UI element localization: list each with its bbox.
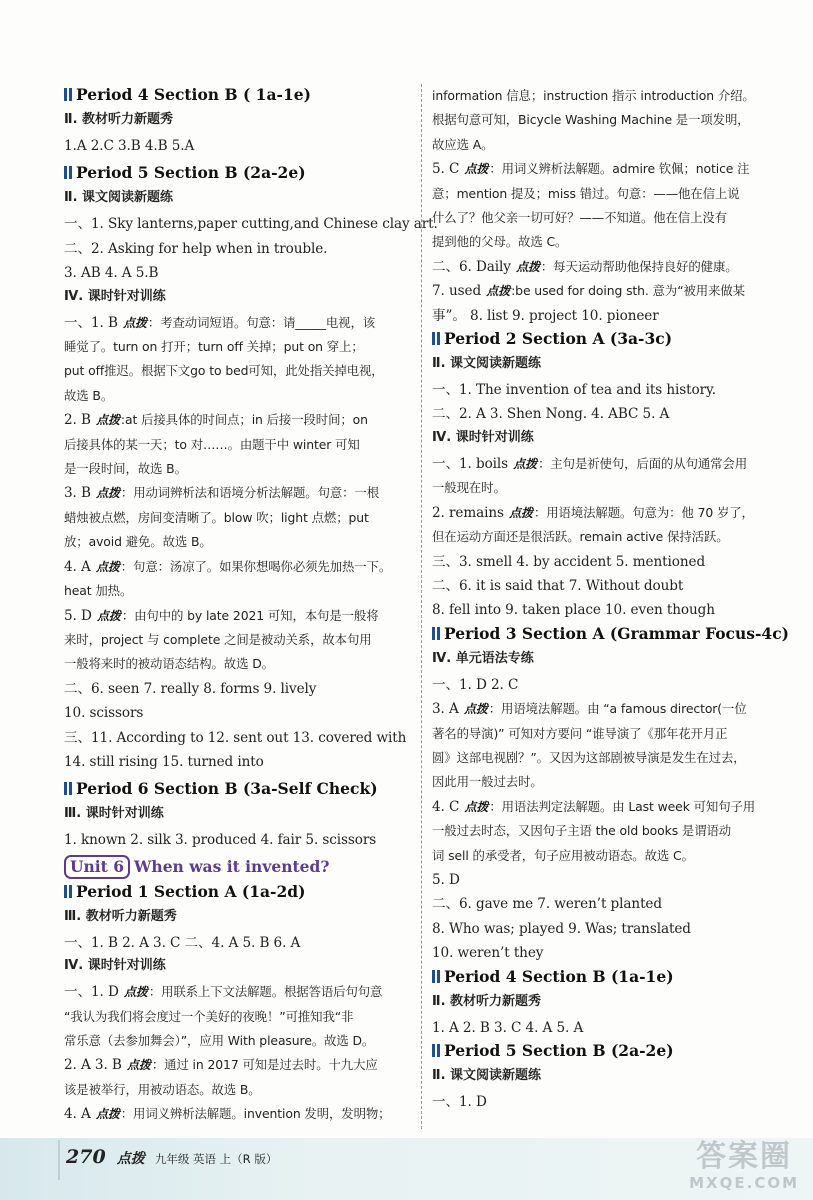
answer-text: 事”。 8. list 9. project 10. pioneer xyxy=(432,307,659,324)
answer-text: 来时，project 与 complete 之间是被动关系，故本句用 xyxy=(64,631,372,647)
answer-text: ：用联系上下文法解题。根据答语后句句意 xyxy=(148,984,383,1000)
section-marker-icon xyxy=(432,332,441,345)
answer-text: 二、6. it is said that 7. Without doubt xyxy=(432,577,684,594)
answer-line xyxy=(64,1053,416,1077)
answer-text: 7. used xyxy=(432,283,486,300)
hint-label: 点拨 xyxy=(127,1058,151,1073)
answer-text: 2. B xyxy=(64,412,96,429)
unit-title-text: When was it invented? xyxy=(134,856,330,876)
answer-line xyxy=(432,230,784,254)
answer-text: 14. still rising 15. turned into xyxy=(64,753,264,770)
book-title: 九年级 英语 上（R 版） xyxy=(154,1152,278,1166)
period-heading-text: Period 2 Section A (3a-3c) xyxy=(444,329,673,349)
answer-line xyxy=(432,452,784,476)
answer-line xyxy=(64,980,416,1004)
answer-line xyxy=(432,378,784,402)
answer-text: 三、11. According to 12. sent out 13. covered with xyxy=(64,729,407,746)
answer-line xyxy=(432,1016,784,1040)
period-heading-text: Period 4 Section B (1a-1e) xyxy=(444,966,674,986)
answer-text: 4. C xyxy=(432,798,464,815)
answer-line xyxy=(432,525,784,549)
hint-label: 点拨 xyxy=(509,505,533,520)
section-marker-icon xyxy=(432,627,441,640)
answer-line xyxy=(432,133,784,157)
hint-label: 点拨 xyxy=(96,413,120,428)
answer-text: 5. D xyxy=(432,871,460,888)
answer-text: 10. weren’t they xyxy=(432,945,544,962)
answer-line xyxy=(432,917,784,941)
answer-text: 2. remains xyxy=(432,504,509,521)
answer-line xyxy=(64,555,416,579)
answer-line xyxy=(432,574,784,598)
period-heading xyxy=(432,1040,784,1062)
exercise-heading: Ⅳ. 课时针对训练 xyxy=(64,958,166,974)
answer-text: 5. C xyxy=(432,161,464,178)
answer-text: ：用动词辨析法和语境分析法解题。句意：一根 xyxy=(120,485,380,501)
period-heading-text: Period 1 Section A (1a-2d) xyxy=(76,881,306,901)
answer-text: 因此用一般过去时。 xyxy=(432,774,543,790)
answer-line xyxy=(432,206,784,230)
answer-text: ：用语境法解题。由 “a famous director(一位 xyxy=(488,701,747,717)
answer-line xyxy=(432,892,784,916)
period-heading xyxy=(432,623,789,645)
period-heading-text: Period 3 Section A (Grammar Focus-4c) xyxy=(444,623,789,643)
answer-text: ：用词义辨析法解题。invention 发明，发明物； xyxy=(120,1106,391,1122)
answer-text: 3. B xyxy=(64,485,96,502)
answer-text: 根据句意可知，Bicycle Washing Machine 是一项发明， xyxy=(432,112,750,128)
answer-line xyxy=(432,941,784,965)
answer-line xyxy=(64,384,416,408)
exercise-heading: Ⅲ. 教材听力新题秀 xyxy=(64,908,177,924)
answer-line xyxy=(432,770,784,794)
answer-text: 二、2. A 3. Shen Nong. 4. ABC 5. A xyxy=(432,406,670,423)
answer-text: ：通过 in 2017 可知是过去时。十九大应 xyxy=(151,1057,378,1073)
hint-label: 点拨 xyxy=(124,985,148,1000)
answer-text: 8. Who was; played 9. Was; translated xyxy=(432,920,691,937)
answer-line xyxy=(64,828,416,852)
exercise-heading: Ⅲ. 课时针对训练 xyxy=(64,806,164,822)
answer-text: 该是被举行，用被动语态。故选 B。 xyxy=(64,1081,261,1097)
section-marker-icon xyxy=(432,970,441,983)
answer-text: 10. scissors xyxy=(64,705,144,722)
answer-line xyxy=(64,359,416,383)
answer-text: ：主句是祈使句，后面的从句通常会用 xyxy=(538,455,748,471)
period-heading xyxy=(432,328,784,350)
answer-text: 一、1. D 2. C xyxy=(432,676,519,693)
answer-text: 一般过去时态，又因句子主语 the old books 是谓语动 xyxy=(432,823,732,839)
hint-label: 点拨 xyxy=(516,259,540,274)
section-marker-icon xyxy=(64,782,73,795)
answer-text: ：用语境法解题。句意为：他 70 岁了， xyxy=(533,504,754,520)
answer-text: 一般将来时的被动语态结构。故选 D。 xyxy=(64,656,274,672)
answer-text: 一、1. boils xyxy=(432,455,513,472)
period-heading-text: Period 5 Section B (2a-2e) xyxy=(76,163,306,183)
right-column xyxy=(432,84,789,1114)
answer-text: ：考查动词短语。句意：请_____电视，该 xyxy=(147,314,376,330)
answer-line xyxy=(64,1102,416,1126)
exercise-heading: Ⅱ. 课文阅读新题练 xyxy=(64,190,174,206)
section-marker-icon xyxy=(64,88,73,101)
unit-heading xyxy=(64,855,416,879)
section-marker-icon xyxy=(64,885,73,898)
answer-line xyxy=(432,402,784,426)
answer-line xyxy=(432,279,784,303)
watermark-text: 答案圈 xyxy=(696,1139,793,1174)
period-heading xyxy=(64,162,416,184)
answer-line xyxy=(64,457,416,481)
answer-line xyxy=(64,604,416,628)
answer-line xyxy=(432,476,784,500)
answer-text: ：用语法判定法解题。由 Last week 可知句子用 xyxy=(489,798,756,814)
answer-line xyxy=(64,628,416,652)
answer-line xyxy=(64,506,416,530)
answer-text: 1.A 2.C 3.B 4.B 5.A xyxy=(64,138,195,154)
answer-text: 8. fell into 9. taken place 10. even though xyxy=(432,602,715,619)
answer-line xyxy=(432,182,784,206)
period-heading-text: Period 4 Section B ( 1a-1e) xyxy=(76,85,311,104)
exercise-heading: Ⅳ. 课时针对训练 xyxy=(432,429,534,445)
answer-line xyxy=(432,84,784,108)
answer-text: 提到他的父母。故选 C。 xyxy=(432,234,568,250)
answer-text: 什么了？他父亲一切可好？——不知道。他在信上没有 xyxy=(432,210,727,226)
answer-text: 圆》这部电视剧？”。又因为这部剧被导演是发生在过去， xyxy=(432,749,746,765)
answer-text: 3. AB 4. A 5.B xyxy=(64,265,159,282)
answer-line xyxy=(432,598,784,622)
answer-text: 但在运动方面还是很活跃。remain active 保持活跃。 xyxy=(432,529,729,545)
answer-line xyxy=(64,652,416,676)
answer-line xyxy=(64,1078,416,1102)
answer-line xyxy=(432,108,784,132)
period-heading xyxy=(64,84,416,106)
answer-line xyxy=(432,819,784,843)
answer-line xyxy=(64,677,416,701)
answer-text: 一、1. D xyxy=(432,1094,487,1110)
answer-line xyxy=(432,501,784,525)
answer-line xyxy=(64,311,416,335)
answer-line xyxy=(432,673,784,697)
answer-line xyxy=(64,237,416,261)
answer-line xyxy=(432,868,784,892)
answer-text: 后接具体的某一天；to 对……。由题干中 winter 可知 xyxy=(64,436,360,452)
answer-text: 二、6. gave me 7. weren’t planted xyxy=(432,896,662,913)
answer-text: ：每天运动帮助他保持良好的健康。 xyxy=(540,258,738,274)
answer-text: 蜡烛被点燃，房间变清晰了。blow 吹；light 点燃；put xyxy=(64,509,369,525)
answer-line xyxy=(432,255,784,279)
answer-line xyxy=(64,1029,416,1053)
column-divider xyxy=(421,84,422,1129)
answer-text: 一、1. B xyxy=(64,314,123,331)
answer-text: 一般现在时。 xyxy=(432,480,506,496)
answer-text: 二、2. Asking for help when in trouble. xyxy=(64,240,328,257)
answer-text: ：句意：汤凉了。如果你想喝你必须先加热一下。 xyxy=(120,558,392,574)
answer-line xyxy=(64,530,416,554)
answer-text: 二、6. Daily xyxy=(432,258,516,275)
answer-text: 3. A xyxy=(432,701,463,718)
hint-label: 点拨 xyxy=(97,608,121,623)
page-number: 270 xyxy=(66,1146,106,1168)
answer-text: information 信息；instruction 指示 introduction 介绍。 xyxy=(432,88,755,103)
answer-text: 1. A 2. B 3. C 4. A 5. A xyxy=(432,1019,584,1036)
hint-label: 点拨 xyxy=(464,162,489,177)
hint-label: 点拨 xyxy=(464,799,489,814)
answer-text: ：由句中的 by late 2021 可知，本句是一般将 xyxy=(121,607,379,623)
answer-line xyxy=(64,750,416,774)
answer-text: 一、1. D xyxy=(64,984,123,1001)
answer-line xyxy=(64,408,416,432)
answer-text: :at 后接具体的时间点；in 后接一段时间；on xyxy=(120,412,368,428)
hint-label: 点拨 xyxy=(96,486,120,501)
answer-line xyxy=(432,550,784,574)
answer-line xyxy=(432,1090,784,1114)
answer-text: 4. A xyxy=(64,1106,95,1123)
answer-line xyxy=(64,433,416,457)
hint-label: 点拨 xyxy=(95,1107,120,1122)
hint-label: 点拨 xyxy=(463,702,488,717)
answer-text: 一、1. B 2. A 3. C 二、4. A 5. B 6. A xyxy=(64,934,301,951)
answer-line xyxy=(64,931,416,955)
answer-text: 2. A 3. B xyxy=(64,1057,127,1074)
answer-text: 是一段时间，故选 B。 xyxy=(64,461,187,477)
answer-line xyxy=(64,726,416,750)
left-column xyxy=(64,84,438,1127)
page-footer xyxy=(66,1146,277,1168)
answer-text: 1. known 2. silk 3. produced 4. fair 5. scissors xyxy=(64,832,377,849)
section-marker-icon xyxy=(64,166,73,179)
hint-label: 点拨 xyxy=(486,284,511,299)
exercise-heading: Ⅱ. 课文阅读新题练 xyxy=(432,356,542,372)
exercise-heading: Ⅱ. 课文阅读新题练 xyxy=(432,1068,542,1083)
section-marker-icon xyxy=(432,1044,441,1057)
period-heading-text: Period 6 Section B (3a-Self Check) xyxy=(76,779,378,799)
answer-text: 二、6. seen 7. really 8. forms 9. lively xyxy=(64,680,317,697)
period-heading xyxy=(432,966,784,988)
answer-text: 著名的导演)” 可知对方要问 “谁导演了《那年花开月正 xyxy=(432,725,728,741)
answer-line xyxy=(64,212,438,236)
answer-text: 故选 B。 xyxy=(64,387,114,403)
unit-label: Unit 6 xyxy=(64,855,130,879)
answer-line xyxy=(432,722,784,746)
answer-line xyxy=(432,304,784,328)
hint-label: 点拨 xyxy=(95,559,120,574)
watermark-logo xyxy=(689,1140,799,1192)
period-heading-text: Period 5 Section B (2a-2e) xyxy=(444,1041,674,1060)
exercise-heading: Ⅱ. 教材听力新题秀 xyxy=(64,112,174,127)
answer-text: put off推迟。根据下文go to bed可知，此处指关掉电视， xyxy=(64,363,384,379)
answer-line xyxy=(432,795,784,819)
period-heading xyxy=(64,881,416,903)
answer-text: 词 sell 的承受者，句子应用被动语态。故选 C。 xyxy=(432,847,694,863)
answer-text: :be used for doing sth. 意为“被用来做某 xyxy=(511,283,745,299)
answer-line xyxy=(64,481,416,505)
answer-text: 一、1. The invention of tea and its history. xyxy=(432,382,716,399)
answer-line xyxy=(64,701,416,725)
answer-text: 4. A xyxy=(64,558,95,575)
answer-text: ：用词义辨析法解题。admire 钦佩；notice 注 xyxy=(489,161,750,177)
period-heading xyxy=(64,778,416,800)
answer-text: 三、3. smell 4. by accident 5. mentioned xyxy=(432,553,706,570)
answer-text: 故应选 A。 xyxy=(432,136,494,152)
answer-text: 意；mention 提及；miss 错过。句意：——他在信上说 xyxy=(432,185,740,201)
footer-rule xyxy=(58,1140,60,1180)
exercise-heading: Ⅳ. 单元语法专练 xyxy=(432,650,534,666)
answer-text: 放；avoid 避免。故选 B。 xyxy=(64,534,212,550)
answer-line xyxy=(432,157,784,181)
answer-line xyxy=(432,697,784,721)
exercise-heading: Ⅱ. 教材听力新题秀 xyxy=(432,993,542,1009)
answer-text: 5. D xyxy=(64,607,97,624)
answer-line xyxy=(64,134,416,158)
brand-name: 点拨 xyxy=(116,1151,145,1167)
answer-line xyxy=(64,335,416,359)
watermark-url: MXQE.COM xyxy=(689,1174,799,1192)
hint-label: 点拨 xyxy=(123,315,147,330)
answer-text: 睡觉了。turn on 打开；turn off 关掉；put on 穿上； xyxy=(64,339,364,355)
answer-line xyxy=(64,579,416,603)
exercise-heading: Ⅳ. 课时针对训练 xyxy=(64,288,166,304)
answer-line xyxy=(64,261,416,285)
answer-text: “我认为我们将会度过一个美好的夜晚！”可推知我“非 xyxy=(64,1008,354,1024)
hint-label: 点拨 xyxy=(513,456,538,471)
answer-text: 一、1. Sky lanterns,paper cutting,and Chinese clay art. xyxy=(64,216,438,233)
answer-line xyxy=(64,1005,416,1029)
answer-line xyxy=(432,844,784,868)
answer-text: 常乐意（去参加舞会）”，应用 With pleasure。故选 D。 xyxy=(64,1032,375,1048)
answer-line xyxy=(432,746,784,770)
answer-text: heat 加热。 xyxy=(64,583,133,599)
